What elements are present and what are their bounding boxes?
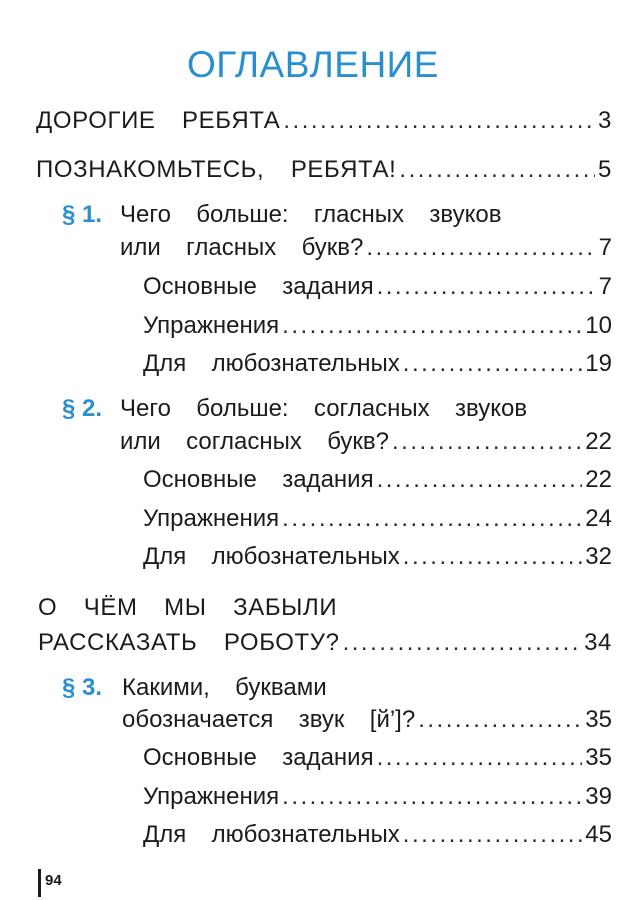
- section-1-title-line1[interactable]: Чего больше: гласных звуков: [120, 201, 502, 228]
- toc-page-number: 3: [598, 107, 612, 134]
- toc-entry-label: Для любознательных: [143, 543, 400, 570]
- page-number-bar: [38, 869, 41, 897]
- toc-subentry-main-tasks[interactable]: [143, 272, 612, 302]
- dot-leader: [377, 272, 596, 302]
- dot-leader: [282, 311, 582, 341]
- toc-page-number: 24: [585, 505, 612, 532]
- section-3-title-line1[interactable]: Какими, буквами: [122, 674, 327, 701]
- toc-subentry-exercises[interactable]: [143, 311, 612, 341]
- toc-entry-label: Упражнения: [143, 505, 280, 532]
- dot-leader: [403, 349, 583, 379]
- toc-entry-section-3[interactable]: [122, 705, 612, 735]
- toc-entry-section-2[interactable]: [120, 427, 612, 457]
- page-number: 94: [45, 872, 62, 889]
- dot-leader: [283, 106, 595, 136]
- toc-page-number: 22: [585, 428, 612, 455]
- section-mark-1: § 1.: [62, 201, 103, 228]
- toc-page-number: 32: [585, 543, 612, 570]
- toc-title: ОГЛАВЛЕНИЕ: [187, 44, 439, 85]
- toc-subentry-main-tasks[interactable]: [143, 465, 612, 495]
- toc-page-number: 5: [598, 156, 612, 183]
- toc-page-number: 35: [585, 706, 612, 733]
- toc-page-number: 7: [598, 234, 612, 261]
- dot-leader: [403, 820, 583, 850]
- toc-entry-label: Основные задания: [143, 744, 374, 771]
- toc-subentry-exercises[interactable]: [143, 782, 612, 812]
- toc-entry-label: Основные задания: [143, 273, 374, 300]
- toc-subentry-curious[interactable]: [143, 820, 612, 850]
- dot-leader: [343, 628, 582, 658]
- toc-page-number: 35: [585, 744, 612, 771]
- dot-leader: [418, 705, 582, 735]
- dot-leader: [377, 465, 583, 495]
- toc-entry-label: Для любознательных: [143, 350, 400, 377]
- toc-subentry-main-tasks[interactable]: [143, 743, 612, 773]
- toc-subentry-exercises[interactable]: [143, 504, 612, 534]
- toc-page-number: 19: [585, 350, 612, 377]
- toc-entry-section-1[interactable]: [120, 233, 612, 263]
- toc-entry-label: Упражнения: [143, 783, 280, 810]
- dot-leader: [282, 782, 582, 812]
- toc-subentry-curious[interactable]: [143, 542, 612, 572]
- toc-entry-label: или гласных букв?: [120, 234, 364, 261]
- toc-entry-label: или согласных букв?: [120, 428, 390, 455]
- toc-entry-label: Основные задания: [143, 466, 374, 493]
- dot-leader: [282, 504, 582, 534]
- toc-page-number: 22: [585, 466, 612, 493]
- dot-leader: [392, 427, 582, 457]
- section-2-title-line1[interactable]: Чего больше: согласных звуков: [120, 395, 528, 422]
- dot-leader: [366, 233, 595, 263]
- section-mark-2: § 2.: [62, 395, 103, 422]
- dot-leader: [377, 743, 583, 773]
- toc-subentry-curious[interactable]: [143, 349, 612, 379]
- toc-entry-dear-kids[interactable]: [36, 106, 612, 136]
- toc-entry-meet-kids[interactable]: [36, 155, 612, 185]
- section-mark-3: § 3.: [62, 674, 103, 701]
- toc-page-number: 39: [585, 783, 612, 810]
- toc-entry-chapter-3[interactable]: [38, 628, 612, 658]
- toc-entry-label: Упражнения: [143, 312, 280, 339]
- toc-entry-label: Для любознательных: [143, 821, 400, 848]
- toc-page-number: 34: [584, 629, 612, 656]
- dot-leader: [403, 542, 583, 572]
- toc-page-number: 7: [598, 273, 612, 300]
- toc-entry-label: РАССКАЗАТЬ РОБОТУ?: [38, 629, 340, 656]
- toc-page-number: 10: [585, 312, 612, 339]
- chapter-3-title-line1[interactable]: О ЧЁМ МЫ ЗАБЫЛИ: [38, 594, 338, 621]
- toc-entry-label: обозначается звук [й’]?: [122, 706, 416, 733]
- toc-entry-label: ДОРОГИЕ РЕБЯТА: [36, 107, 281, 134]
- toc-page-number: 45: [585, 821, 612, 848]
- toc-entry-label: ПОЗНАКОМЬТЕСЬ, РЕБЯТА!: [36, 156, 397, 183]
- dot-leader: [399, 155, 595, 185]
